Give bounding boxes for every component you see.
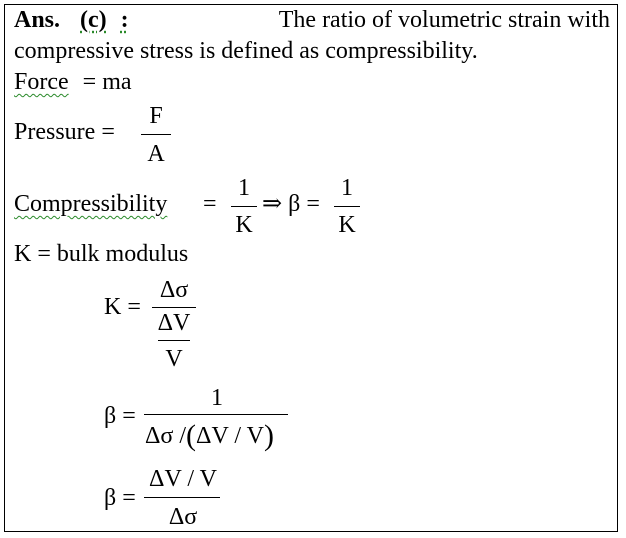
k-equation-lhs: K =: [104, 294, 141, 320]
beta-1-left-paren: (: [186, 419, 197, 452]
beta-equation-2-bar: [144, 497, 220, 498]
compressibility-numerator-2: 1: [341, 175, 353, 201]
pressure-label: Pressure =: [14, 119, 115, 145]
answer-colon: :: [120, 7, 129, 33]
heading-line-1: [14, 6, 610, 34]
k-equation-main-bar: [152, 307, 196, 308]
force-label: Force: [14, 69, 69, 95]
beta-1-den-slash: /: [179, 423, 187, 449]
k-equation-inner-bar: [158, 340, 190, 341]
compressibility-implies: ⇒ β =: [262, 191, 320, 217]
beta-equation-2-numerator: ΔV / V: [149, 466, 217, 492]
compressibility-denominator-2: K: [338, 212, 356, 238]
beta-1-den-delta-sigma: Δσ: [145, 423, 174, 449]
heading-text-1: The ratio of volumetric strain with: [278, 7, 610, 33]
answer-option: (c): [80, 7, 107, 33]
compressibility-word: Compressibility: [14, 191, 168, 217]
force-rhs: = ma: [82, 69, 132, 95]
compressibility-denominator-1: K: [235, 212, 253, 238]
heading-line-2: compressive stress is defined as compressibility.: [14, 38, 478, 64]
pressure-fraction-bar: [141, 134, 171, 135]
beta-1-right-paren: ): [263, 419, 274, 452]
pressure-denominator: A: [147, 141, 165, 167]
bulk-modulus-line: K = bulk modulus: [14, 241, 189, 267]
compressibility-numerator-1: 1: [238, 175, 250, 201]
beta-equation-1-denominator: [145, 419, 274, 452]
beta-equation-1-lhs: β =: [104, 403, 136, 429]
answer-label: Ans.: [14, 7, 61, 33]
beta-equation-2-denominator: Δσ: [168, 504, 198, 530]
compressibility-label: [14, 190, 167, 218]
force-line: [14, 68, 132, 96]
compressibility-equals: =: [203, 191, 217, 217]
k-equation-numerator: Δσ: [159, 277, 189, 303]
compressibility-fraction-bar-1: [231, 206, 257, 207]
compressibility-fraction-bar-2: [334, 206, 360, 207]
pressure-numerator: F: [149, 103, 163, 129]
beta-1-den-inner: ΔV / V: [196, 423, 264, 449]
k-equation-denominator: V: [165, 346, 183, 372]
beta-equation-1-bar: [144, 414, 288, 415]
k-equation-inner-numerator: ΔV: [157, 310, 191, 336]
beta-equation-2-lhs: β =: [104, 485, 136, 511]
beta-equation-1-numerator: 1: [211, 385, 223, 411]
